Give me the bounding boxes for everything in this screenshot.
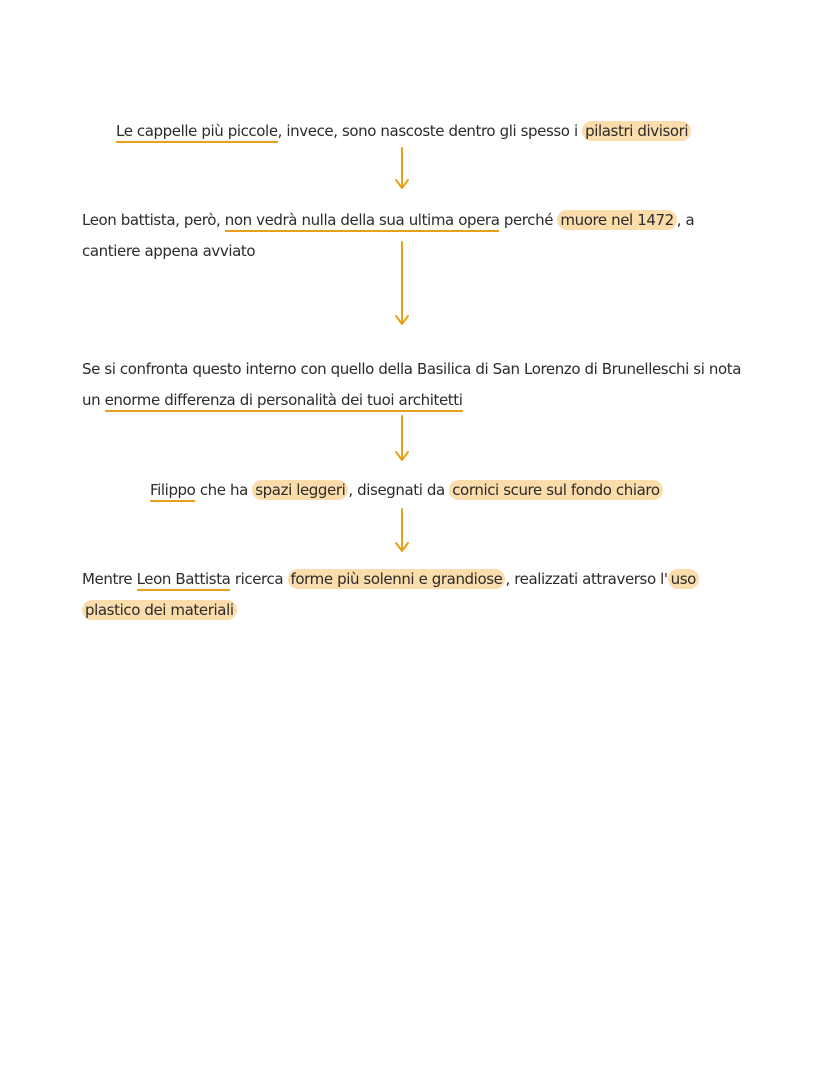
- highlighted-phrase: cornici scure sul fondo chiaro: [449, 480, 662, 500]
- plain-text: , invece, sono nascoste dentro gli spesso i: [277, 122, 583, 140]
- plain-text: Se si confronta questo interno con quello della Basilica di San Lorenzo di Brunelleschi si nota un: [82, 360, 742, 409]
- paragraph-leon-death: [82, 205, 742, 267]
- highlighted-phrase: forme più solenni e grandiose: [288, 569, 506, 589]
- paragraph-chapels: [116, 116, 716, 147]
- highlighted-phrase: pilastri divisori: [582, 121, 691, 141]
- underlined-phrase: Filippo: [150, 481, 195, 502]
- plain-text: , realizzati attraverso l': [505, 570, 668, 588]
- plain-text: perché: [499, 211, 558, 229]
- underlined-phrase: enorme differenza di personalità dei tuoi architetti: [105, 391, 463, 412]
- paragraph-comparison: [82, 354, 762, 416]
- plain-text: ricerca: [230, 570, 288, 588]
- plain-text: , a cantiere appena avviato: [82, 211, 695, 260]
- plain-text: Mentre: [82, 570, 137, 588]
- arrow-down-icon: [392, 146, 412, 192]
- highlighted-phrase: uso plastico dei materiali: [82, 569, 699, 620]
- plain-text: che ha: [195, 481, 253, 499]
- arrow-down-icon: [392, 240, 412, 328]
- underlined-phrase: non vedrà nulla della sua ultima opera: [225, 211, 500, 232]
- plain-text: , disegnati da: [348, 481, 450, 499]
- highlighted-phrase: muore nel 1472: [557, 210, 676, 230]
- paragraph-filippo: [150, 475, 750, 506]
- arrow-down-icon: [392, 507, 412, 555]
- underlined-phrase: Leon Battista: [137, 570, 231, 591]
- paragraph-leon-battista: [82, 564, 742, 626]
- highlighted-phrase: spazi leggeri: [252, 480, 348, 500]
- arrow-down-icon: [392, 414, 412, 464]
- underlined-phrase: Le cappelle più piccole: [116, 122, 278, 143]
- plain-text: Leon battista, però,: [82, 211, 225, 229]
